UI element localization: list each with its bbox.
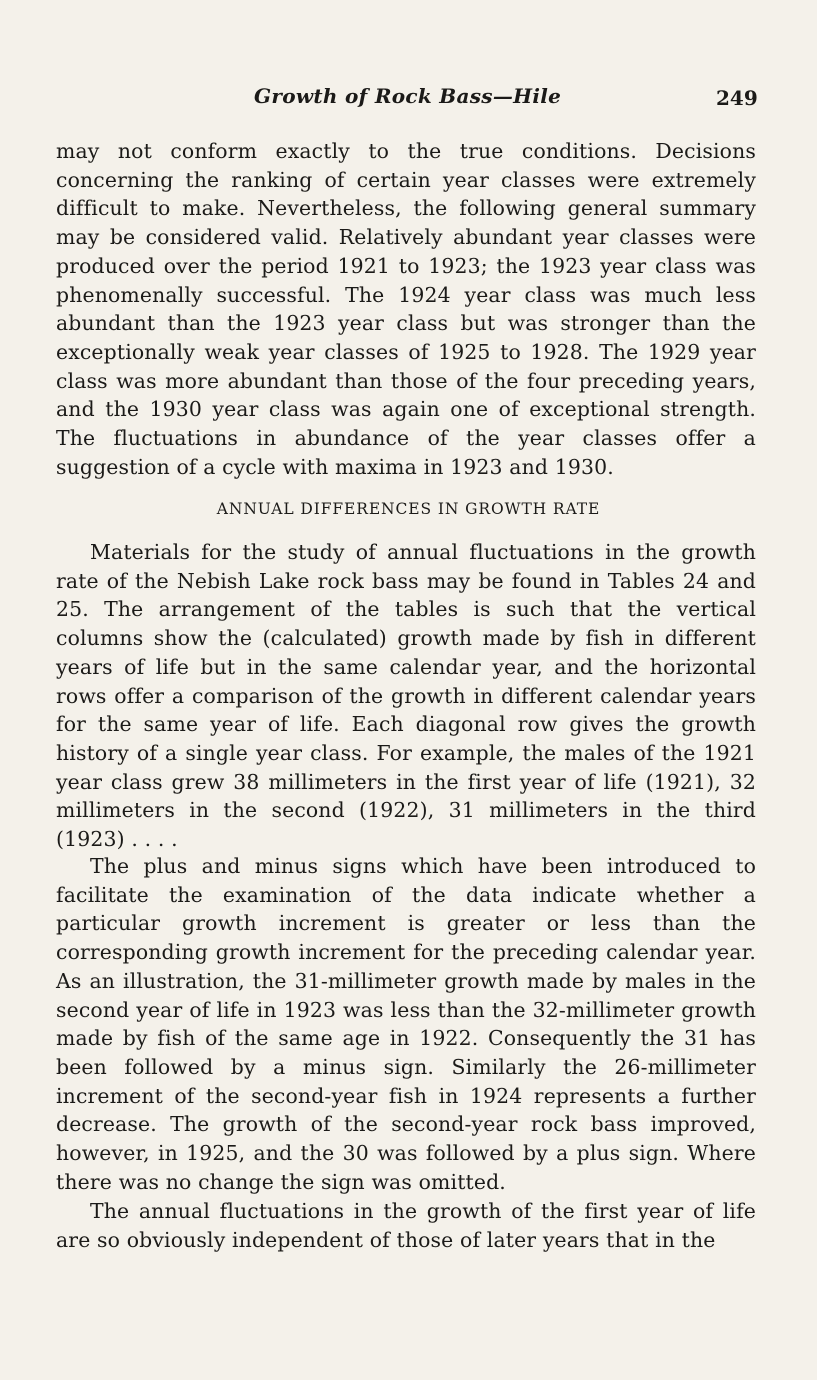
- paragraph-plus-minus-signs: The plus and minus signs which have been introduced to facilitate the examination of the data indicate whether a particular growth increment is greater or less than the corresponding growth increment for the preceding calendar year. As an illustration, the 31-millimeter growth made by males in the second year of life in 1923 was less than the 32-millimeter growth made by fish of the same age in 1922. Consequently the 31 has been followed by a minus sign. Similarly the 26-millimeter increment of the second-year fish in 1924 represents a further decrease. The growth of the second-year rock bass improved, however, in 1925, and the 30 was followed by a plus sign. Where there was no change the sign was omitted.: [56, 854, 756, 1194]
- section-heading: ANNUAL DIFFERENCES IN GROWTH RATE: [216, 500, 601, 518]
- running-head-title: Growth of Rock Bass—Hile: [254, 84, 562, 108]
- page-number: 249: [716, 86, 758, 110]
- running-head: [0, 84, 817, 114]
- paragraph-materials: Materials for the study of annual fluctuations in the growth rate of the Nebish Lake rock bass may be found in Tables 24 and 25. The arrangement of the tables is such that the vertical columns show the (calculated) growth made by fish in different years of life but in the same calendar year, and the horizontal rows offer a comparison of the growth in different calendar years for the same year of life. Each diagonal row gives the growth history of a single year class. For example, the males of the 1921 year class grew 38 millimeters in the first year of life (1921), 32 millimeters in the second (1922), 31 millimeters in the third (1923) . . . .: [56, 540, 756, 852]
- paragraph-first-year-fluctuations: The annual fluctuations in the growth of the first year of life are so obviously independent of those of later years that in the: [56, 1199, 756, 1252]
- paragraph-year-class-summary: may not conform exactly to the true conditions. Decisions concerning the ranking of certain year classes were extremely difficult to make. Nevertheless, the following general summary may be considered valid. Relatively abundant year classes were produced over the period 1921 to 1923; the 1923 year class was phenomenally successful. The 1924 year class was much less abundant than the 1923 year class but was stronger than the exceptionally weak year classes of 1925 to 1928. The 1929 year class was more abundant than those of the four preceding years, and the 1930 year class was again one of exceptional strength. The fluctuations in abundance of the year classes offer a suggestion of a cycle with maxima in 1923 and 1930.: [56, 139, 756, 479]
